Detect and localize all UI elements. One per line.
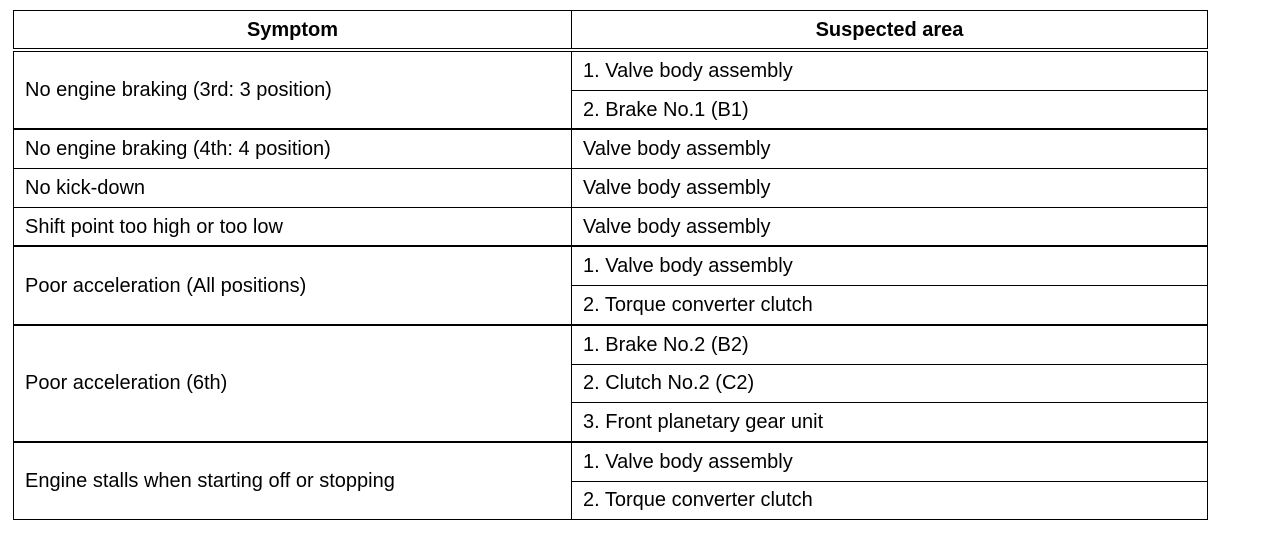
suspected-area-cell: Valve body assembly bbox=[572, 207, 1208, 246]
suspected-area-cell: 1. Valve body assembly bbox=[572, 50, 1208, 90]
symptom-cell: Shift point too high or too low bbox=[14, 207, 572, 246]
symptom-table bbox=[13, 10, 1208, 520]
table-row bbox=[14, 207, 1208, 246]
symptom-cell: No engine braking (3rd: 3 position) bbox=[14, 50, 572, 129]
header-symptom: Symptom bbox=[14, 11, 572, 51]
table-row bbox=[14, 325, 1208, 364]
suspected-area-cell: 2. Torque converter clutch bbox=[572, 286, 1208, 325]
table-row bbox=[14, 129, 1208, 168]
table-row bbox=[14, 442, 1208, 481]
suspected-area-cell: Valve body assembly bbox=[572, 169, 1208, 208]
suspected-area-cell: 3. Front planetary gear unit bbox=[572, 403, 1208, 442]
symptom-cell: No engine braking (4th: 4 position) bbox=[14, 129, 572, 168]
symptom-cell: Engine stalls when starting off or stopping bbox=[14, 442, 572, 520]
table-row bbox=[14, 246, 1208, 285]
header-suspected-area: Suspected area bbox=[572, 11, 1208, 51]
header-row bbox=[14, 11, 1208, 51]
suspected-area-cell: 1. Valve body assembly bbox=[572, 442, 1208, 481]
suspected-area-cell: 2. Clutch No.2 (C2) bbox=[572, 364, 1208, 403]
suspected-area-cell: 2. Brake No.1 (B1) bbox=[572, 90, 1208, 129]
table-row bbox=[14, 50, 1208, 90]
symptom-cell: Poor acceleration (All positions) bbox=[14, 246, 572, 324]
symptom-cell: Poor acceleration (6th) bbox=[14, 325, 572, 442]
suspected-area-cell: 1. Brake No.2 (B2) bbox=[572, 325, 1208, 364]
suspected-area-cell: Valve body assembly bbox=[572, 129, 1208, 168]
suspected-area-cell: 1. Valve body assembly bbox=[572, 246, 1208, 285]
table-row bbox=[14, 169, 1208, 208]
suspected-area-cell: 2. Torque converter clutch bbox=[572, 481, 1208, 520]
symptom-cell: No kick-down bbox=[14, 169, 572, 208]
